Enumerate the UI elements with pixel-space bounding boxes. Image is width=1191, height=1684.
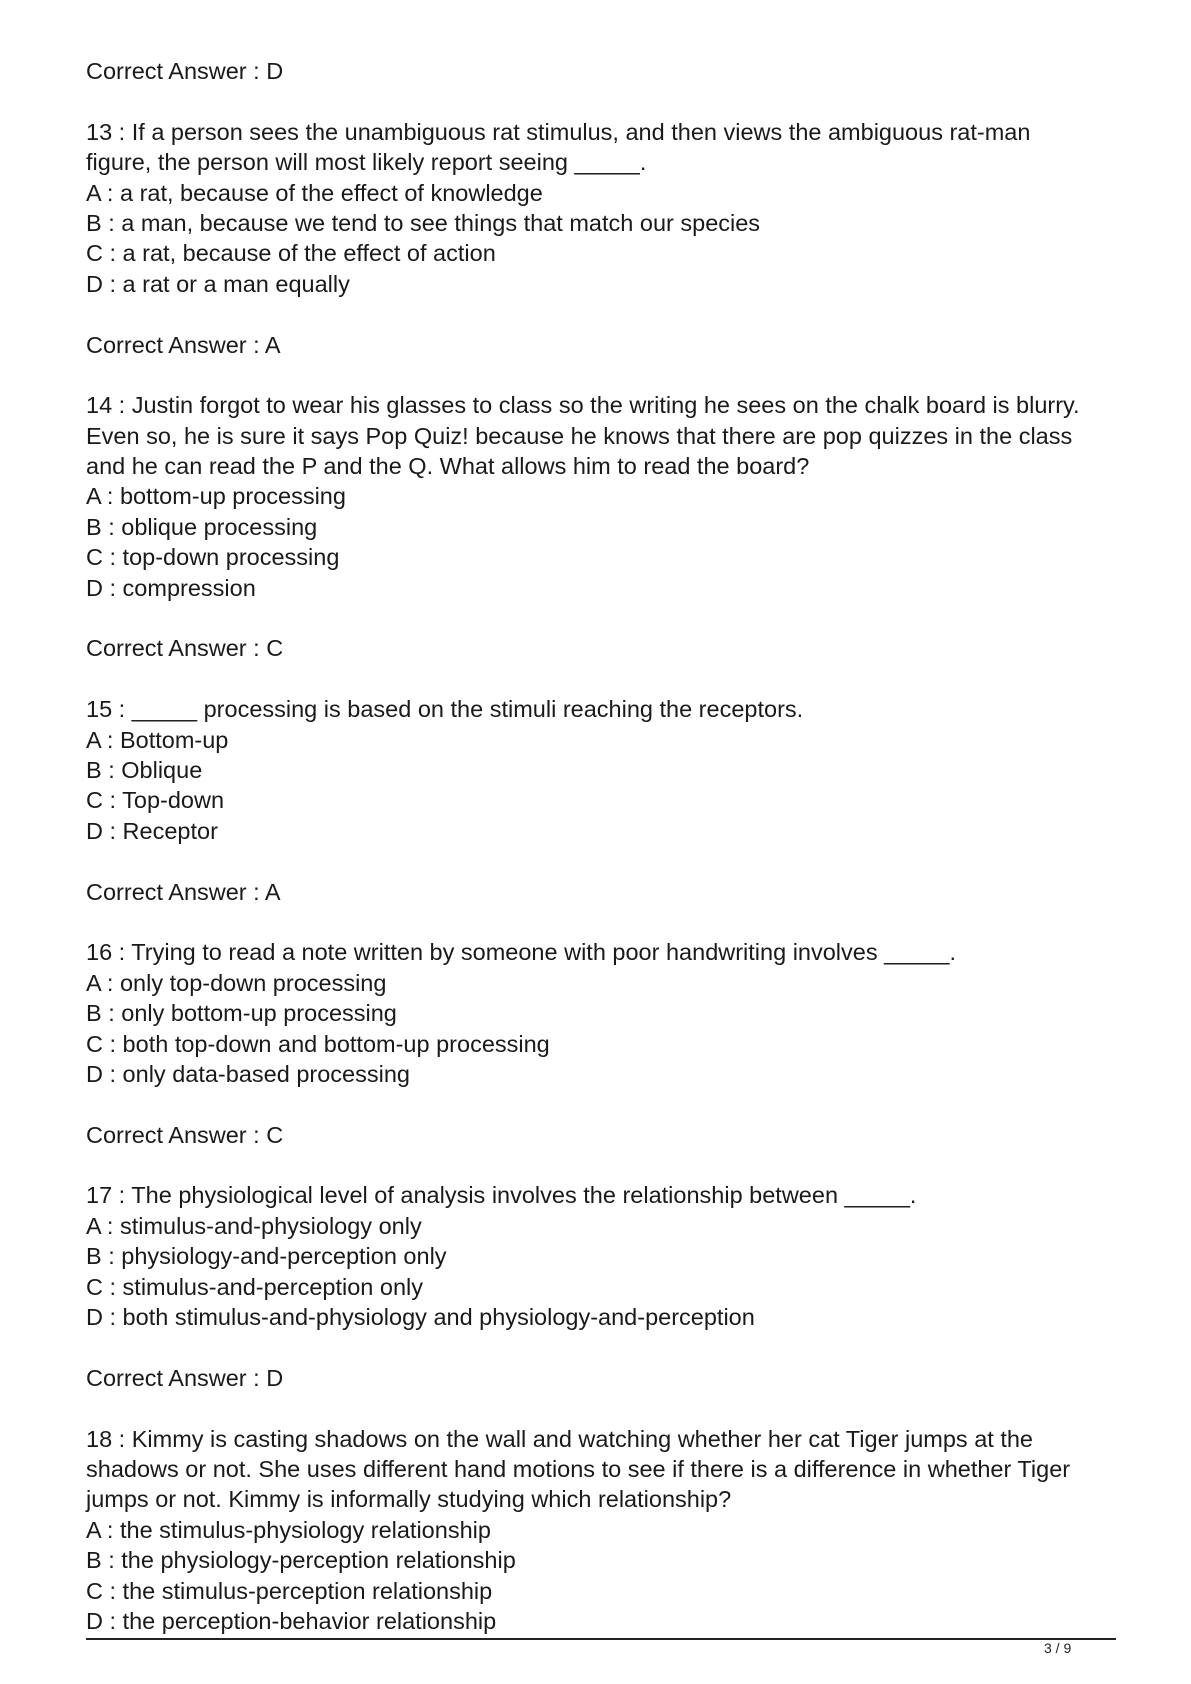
correct-answer: Correct Answer : A — [86, 331, 281, 358]
correct-answer: Correct Answer : D — [86, 1364, 284, 1391]
answer-option: D : the perception-behavior relationship — [86, 1607, 497, 1634]
answer-option: D : both stimulus-and-physiology and physiology-and-perception — [86, 1304, 755, 1331]
question-block — [86, 937, 1116, 1180]
answer-option: C : stimulus-and-perception only — [86, 1273, 423, 1300]
question-stem-line: and he can read the P and the Q. What allows him to read the board? — [86, 453, 810, 480]
answer-option: A : Bottom-up — [86, 726, 229, 753]
question-block — [86, 1180, 1116, 1423]
question-stem-line: 16 : Trying to read a note written by someone with poor handwriting involves _____. — [86, 939, 957, 966]
answer-option: B : Oblique — [86, 756, 203, 783]
answer-option: A : only top-down processing — [86, 969, 387, 996]
answer-option: A : stimulus-and-physiology only — [86, 1212, 422, 1239]
question-stem-line: jumps or not. Kimmy is informally studying which relationship? — [86, 1486, 732, 1513]
spacer — [86, 846, 1116, 876]
question-block — [86, 117, 1116, 391]
document-page — [86, 56, 1116, 1636]
answer-option: C : a rat, because of the effect of action — [86, 240, 496, 267]
spacer — [86, 664, 1116, 694]
answer-option: C : both top-down and bottom-up processing — [86, 1030, 550, 1057]
question-stem-line: figure, the person will most likely report seeing _____. — [86, 149, 647, 176]
question-block — [86, 390, 1116, 694]
answer-option: A : the stimulus-physiology relationship — [86, 1516, 491, 1543]
question-stem-line: Even so, he is sure it says Pop Quiz! because he knows that there are pop quizzes in the class — [86, 422, 1073, 449]
answer-option: C : Top-down — [86, 787, 225, 814]
spacer — [86, 86, 1116, 116]
spacer — [86, 1332, 1116, 1362]
answer-option: D : a rat or a man equally — [86, 270, 350, 297]
answer-option: C : the stimulus-perception relationship — [86, 1577, 493, 1604]
correct-answer: Correct Answer : A — [86, 878, 281, 905]
answer-option: D : Receptor — [86, 817, 218, 844]
answer-option: D : compression — [86, 574, 256, 601]
question-stem-line: 15 : _____ processing is based on the stimuli reaching the receptors. — [86, 696, 804, 723]
spacer — [86, 1089, 1116, 1119]
footer-rule — [86, 1638, 1116, 1640]
answer-option: D : only data-based processing — [86, 1060, 410, 1087]
answer-option: B : a man, because we tend to see things that match our species — [86, 209, 761, 236]
spacer — [86, 603, 1116, 633]
answer-option: B : physiology-and-perception only — [86, 1243, 447, 1270]
question-stem-line: 13 : If a person sees the unambiguous rat stimulus, and then views the ambiguous rat-man — [86, 118, 1031, 145]
answer-option: C : top-down processing — [86, 544, 340, 571]
answer-option: B : the physiology-perception relationship — [86, 1547, 516, 1574]
question-stem-line: 17 : The physiological level of analysis involves the relationship between _____. — [86, 1182, 917, 1209]
page-number: 3 / 9 — [1044, 1640, 1072, 1656]
spacer — [86, 1393, 1116, 1423]
spacer — [86, 299, 1116, 329]
answer-option: A : bottom-up processing — [86, 483, 346, 510]
question-stem-line: 14 : Justin forgot to wear his glasses to class so the writing he sees on the chalk board is blurry. — [86, 392, 1080, 419]
question-stem-line: 18 : Kimmy is casting shadows on the wall and watching whether her cat Tiger jumps at the — [86, 1425, 1033, 1452]
correct-answer: Correct Answer : C — [86, 1121, 284, 1148]
answer-option: B : oblique processing — [86, 513, 318, 540]
previous-correct-answer: Correct Answer : D — [86, 58, 284, 84]
spacer — [86, 360, 1116, 390]
correct-answer: Correct Answer : C — [86, 635, 284, 662]
question-stem-line: shadows or not. She uses different hand motions to see if there is a difference in whether Tiger — [86, 1455, 1071, 1482]
spacer — [86, 907, 1116, 937]
answer-option: B : only bottom-up processing — [86, 1000, 397, 1027]
question-block — [86, 694, 1116, 937]
question-block — [86, 1424, 1116, 1637]
spacer — [86, 1150, 1116, 1180]
answer-option: A : a rat, because of the effect of knowledge — [86, 179, 543, 206]
